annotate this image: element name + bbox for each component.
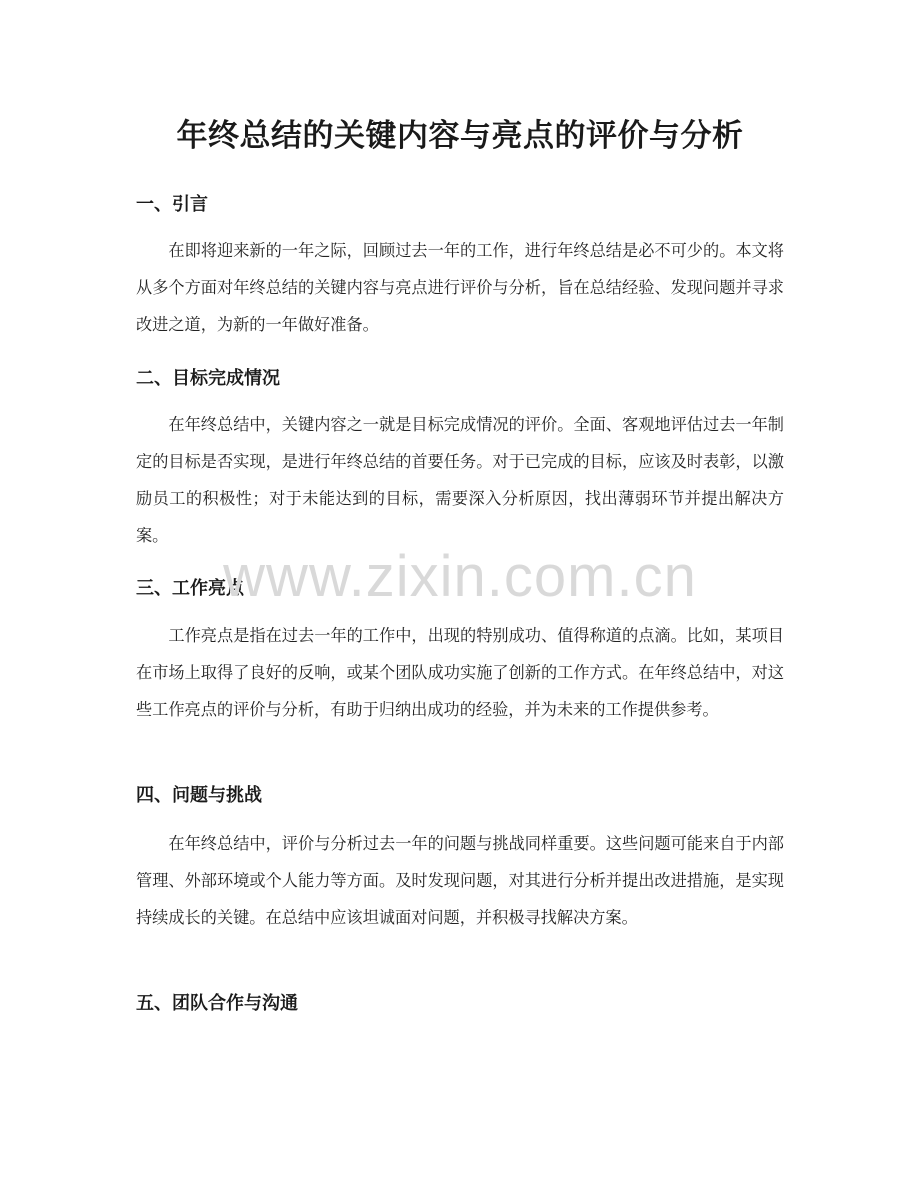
watermark: www.zixin.com.cn: [223, 544, 697, 609]
section-heading-teamwork: 五、团队合作与沟通: [136, 993, 298, 1014]
section-heading-goals: 二、目标完成情况: [136, 368, 280, 389]
section-heading-problems: 四、问题与挑战: [136, 785, 262, 806]
section-paragraph-problems: 在年终总结中，评价与分析过去一年的问题与挑战同样重要。这些问题可能来自于内部管理、外部环境或个人能力等方面。及时发现问题，对其进行分析并提出改进措施，是实现持续成长的关键。在总结中应该坦诚面对问题，并积极寻找解决方案。: [136, 834, 784, 927]
section-heading-highlights: 三、工作亮点: [136, 578, 244, 599]
section-heading-intro: 一、引言: [136, 194, 208, 215]
document-title: 年终总结的关键内容与亮点的评价与分析: [176, 118, 744, 154]
section-paragraph-goals: 在年终总结中，关键内容之一就是目标完成情况的评价。全面、客观地评估过去一年制定的目标是否实现，是进行年终总结的首要任务。对于已完成的目标，应该及时表彰，以激励员工的积极性；对于未能达到的目标，需要深入分析原因，找出薄弱环节并提出解决方案。: [136, 415, 784, 545]
section-paragraph-highlights: 工作亮点是指在过去一年的工作中，出现的特别成功、值得称道的点滴。比如，某项目在市场上取得了良好的反响，或某个团队成功实施了创新的工作方式。在年终总结中，对这些工作亮点的评价与分析，有助于归纳出成功的经验，并为未来的工作提供参考。: [136, 626, 784, 719]
section-paragraph-intro: 在即将迎来新的一年之际，回顾过去一年的工作，进行年终总结是必不可少的。本文将从多个方面对年终总结的关键内容与亮点进行评价与分析，旨在总结经验、发现问题并寻求改进之道，为新的一年做好准备。: [136, 241, 784, 334]
